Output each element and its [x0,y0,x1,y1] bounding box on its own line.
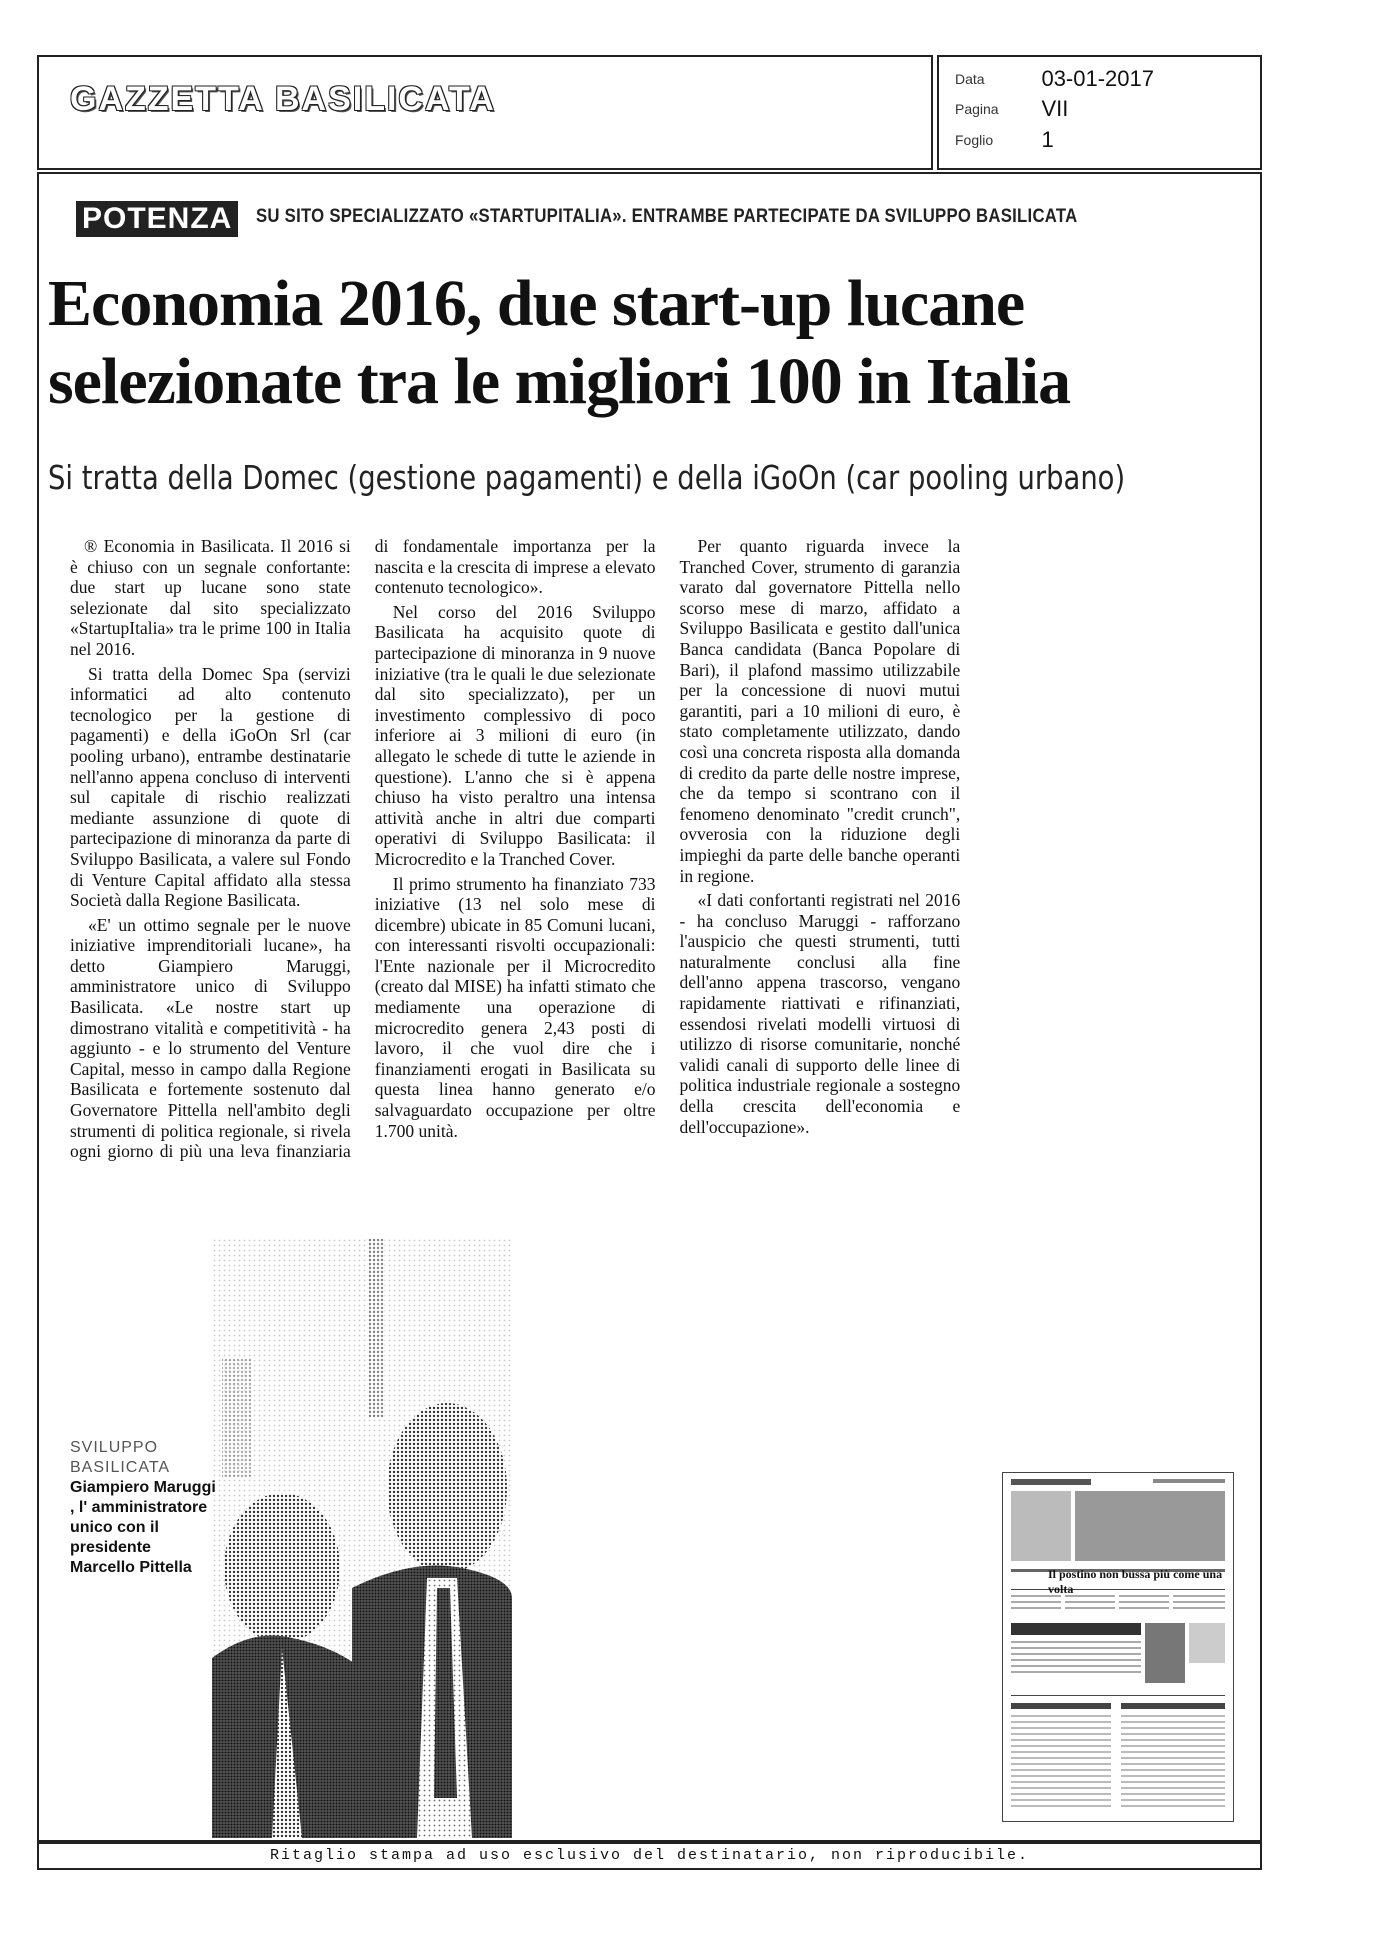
meta-page-value: VII [1041,96,1069,121]
caption-text: Giampiero Maruggi , l' amministratore unico con il presidente Marcello Pittella [70,1479,216,1576]
meta-page-row [955,96,1068,122]
body-paragraph: Nel corso del 2016 Sviluppo Basilicata ha acquisito quote di partecipazione di minoranza in 9 nuove iniziative (tra le quali le due selezionate dal sito specializzato), per un investimento complessivo di poco inferiore ai 3 milioni di euro (in allegato le schede di tutte le aziende in questione). L'anno che si è appena chiuso ha visto peraltro una intensa attività anche in altri due comparti operativi di Sviluppo Basilicata: il Microcredito e la Tranched Cover. [374,601,656,869]
meta-sheet-label: Foglio [955,132,994,148]
body-paragraph: «I dati confortanti registrati nel 2016 - ha concluso Maruggi - rafforzano l'auspicio che questi strumenti, tutti naturalmente conclusi alla fine dell'anno appena trascorso, vengano rapidamente riattivati e rifinanziati, essendosi rivelati modelli virtuosi di utilizzo di risorse comunitarie, nonché validi canali di supporto delle linee di politica industriale regionale a sostegno della crescita dell'economia e dell'occupazione». [679,890,961,1137]
article-photo [212,1238,512,1838]
article-kicker: SU SITO SPECIALIZZATO «STARTUPITALIA». ENTRAMBE PARTECIPATE DA SVILUPPO BASILICATA [256,206,1078,227]
page-thumbnail-image [1003,1473,1233,1821]
body-paragraph: «E' un ottimo segnale per le nuove iniziative imprenditoriali lucane», ha detto Giampiero Maruggi, amministratore unico di Sviluppo Basilicata. «Le nostre start up dimostrano vitalità e competitività - ha aggiunto - e lo strumento del Venture Capital, messo in campo dalla Regione Basilicata e fortemente sostenuto dal Governatore Pittella nell'ambito degli strumenti di politica regionale, si rivela ogni giorno di più una leva finanziaria di fondamentale importanza per la nascita e la crescita di imprese a elevato contenuto tecnologico». [70,536,656,1162]
meta-page-label: Pagina [955,101,999,117]
meta-date-value: 03-01-2017 [1041,66,1154,91]
footer-disclaimer: Ritaglio stampa ad uso esclusivo del destinatario, non riproducibile. [269,1847,1030,1864]
article-body [70,536,1265,1176]
body-paragraph: Per quanto riguarda invece la Tranched Cover, strumento di garanzia varato dal governatore Pittella nello scorso mese di marzo, affidato a Sviluppo Basilicata e gestito dall'unica Banca candidata (Banca Popolare di Bari), il plafond massimo utilizzabile per la concessione di nuovi mutui garantiti, pari a 10 milioni di euro, è stato completamente utilizzato, dando così una concreta risposta alla domanda di credito da parte delle nostre imprese, che da tempo si scontrano con il fenomeno denominato "credit crunch", ovverosia con la riduzione degli impieghi da parte delle banche operanti in regione. [679,536,961,886]
meta-sheet-value: 1 [1041,127,1054,152]
body-paragraph: Si tratta della Domec Spa (servizi informatici ad alto contenuto tecnologico per la gestione di pagamenti) e della iGoOn Srl (car pooling urbano), entrambe destinatarie nell'anno appena concluso di interventi sul capitale di rischio realizzati mediante assunzione di quote di partecipazione di minoranza da parte di Sviluppo Basilicata, a valere sul Fondo di Venture Capital affidato alla stessa Società dalla Regione Basilicata. [70,663,351,911]
headline-line-2: selezionate tra le migliori 100 in Italia [48,345,1071,418]
photo-caption [70,1438,220,1578]
meta-sheet-row [955,127,1054,153]
newspaper-logo: GAZZETTA BASILICATA [70,80,496,118]
meta-date-row [955,66,1154,92]
body-paragraph: ® Economia in Basilicata. Il 2016 si è chiuso con un segnale confortante: due start up lucane sono state selezionate dal sito specializzato «StartupItalia» tra le prime 100 in Italia nel 2016. [70,536,351,659]
location-tag: POTENZA [76,201,238,237]
article-subhead: Si tratta della Domec (gestione pagamenti) e della iGoOn (car pooling urbano) [48,458,1126,497]
body-paragraph: Il primo strumento ha finanziato 733 iniziative (13 nel solo mese di dicembre) ubicate in 85 Comuni lucani, con interessanti risvolti occupazionali: l'Ente nazionale per il Microcredito (creato dal MISE) ha infatti stimato che mediamente una operazione di microcredito genera 2,43 posti di lavoro, il che vuol dire che i finanziamenti erogati in Basilicata su questa linea hanno generato e/o salvaguardato occupazione per oltre 1.700 unità. [374,873,656,1141]
headline-line-1: Economia 2016, due start-up lucane [48,267,1025,340]
thumbnail-headline: Il postino non bussa più come una volta [1048,1567,1223,1596]
page-thumbnail [1002,1472,1234,1822]
meta-date-label: Data [955,71,985,87]
caption-label: SVILUPPO BASILICATA [70,1439,171,1476]
article-headline [48,265,1248,421]
photo-two-men-image [212,1238,512,1838]
